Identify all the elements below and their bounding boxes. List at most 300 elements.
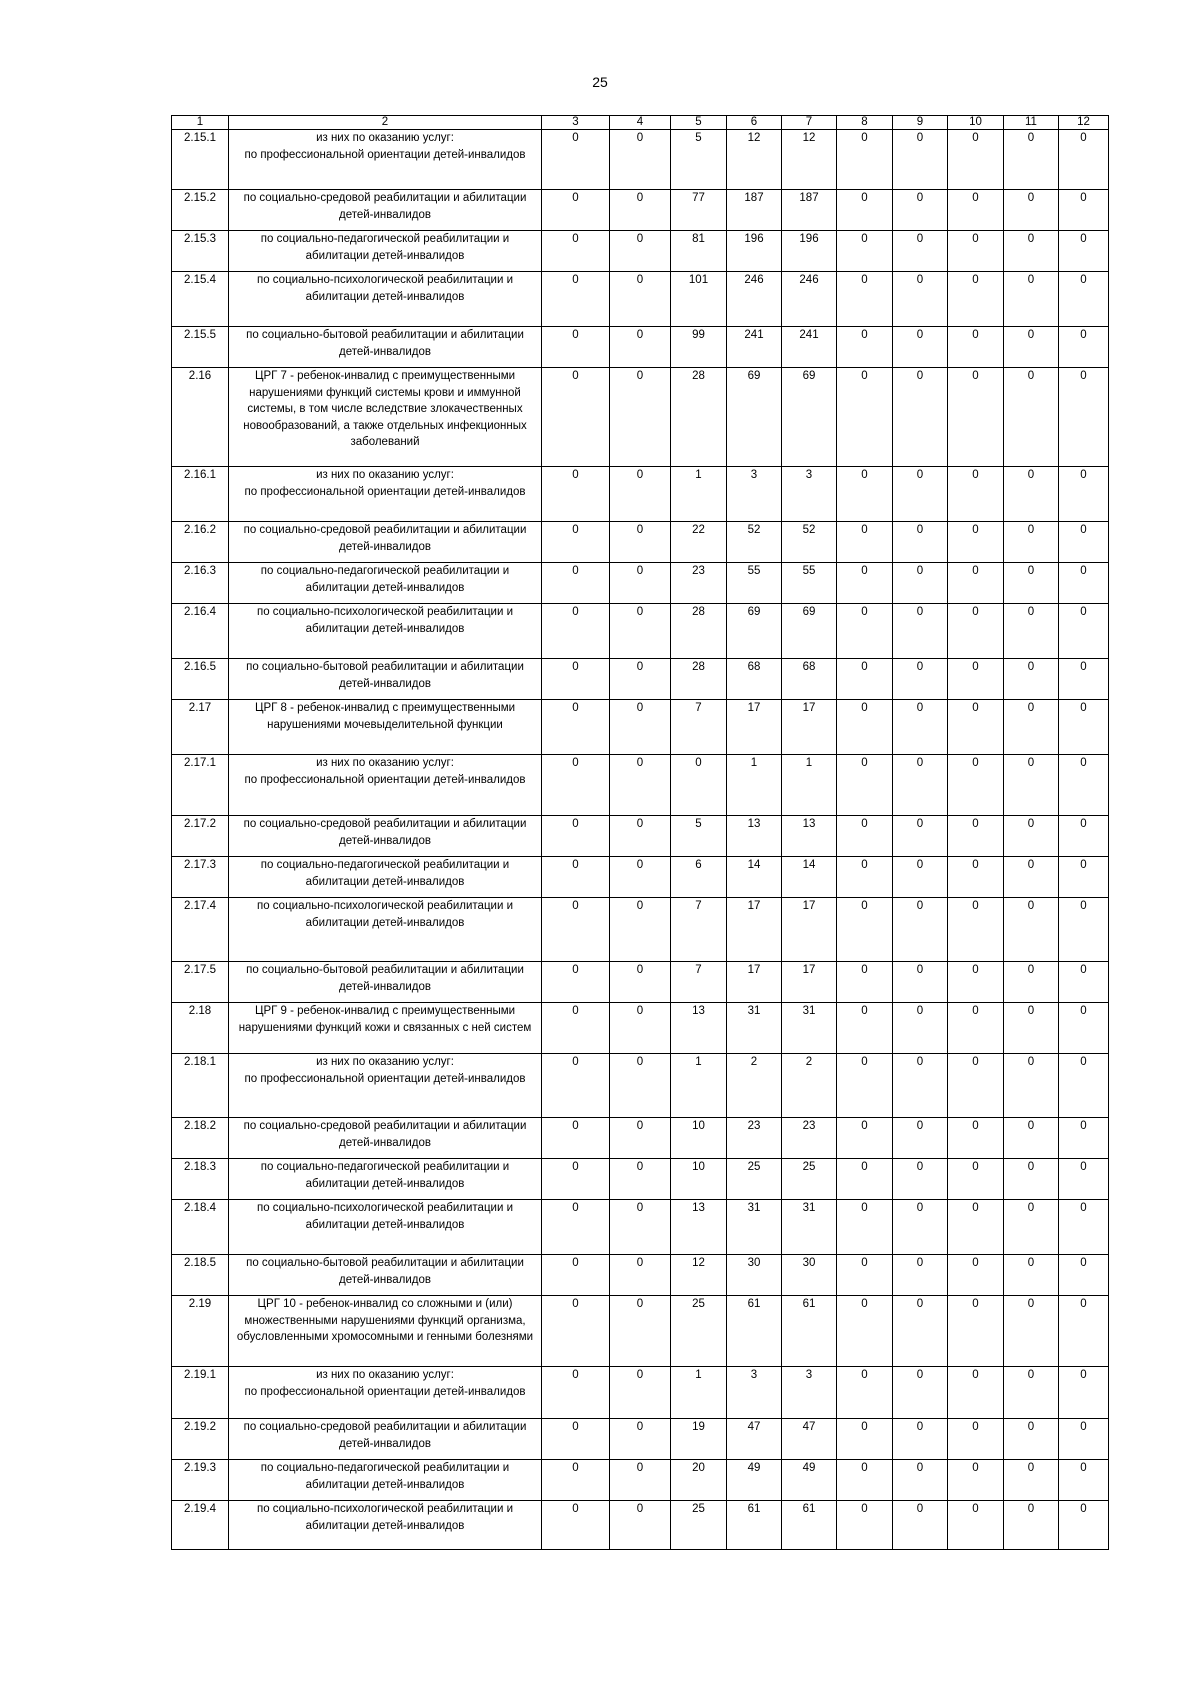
value-cell: 28: [671, 604, 727, 659]
value-cell: 0: [893, 659, 948, 700]
table-row: [172, 962, 1109, 1003]
value-cell: 0: [948, 522, 1004, 563]
value-cell: 0: [1004, 1054, 1059, 1118]
value-cell: 0: [610, 327, 671, 368]
value-cell: 0: [948, 327, 1004, 368]
value-cell: 77: [671, 190, 727, 231]
value-cell: 0: [948, 190, 1004, 231]
value-cell: 12: [782, 130, 837, 190]
row-description: по социально-педагогической реабилитации и абилитации детей-инвалидов: [229, 1159, 542, 1200]
value-cell: 0: [1004, 659, 1059, 700]
value-cell: 0: [1004, 231, 1059, 272]
value-cell: 0: [948, 898, 1004, 962]
row-code: 2.16.3: [172, 563, 229, 604]
row-description: ЦРГ 8 - ребенок-инвалид с преимущественными нарушениями мочевыделительной функции: [229, 700, 542, 755]
value-cell: 0: [893, 522, 948, 563]
value-cell: 0: [1004, 1159, 1059, 1200]
value-cell: 0: [671, 755, 727, 816]
value-cell: 31: [782, 1003, 837, 1054]
value-cell: 0: [610, 816, 671, 857]
row-code: 2.18.4: [172, 1200, 229, 1255]
value-cell: 0: [542, 1159, 610, 1200]
value-cell: 0: [893, 368, 948, 467]
value-cell: 0: [948, 1296, 1004, 1367]
value-cell: 0: [610, 1255, 671, 1296]
value-cell: 0: [610, 1159, 671, 1200]
table-row: [172, 1200, 1109, 1255]
value-cell: 61: [727, 1501, 782, 1550]
value-cell: 0: [893, 1255, 948, 1296]
value-cell: 13: [671, 1200, 727, 1255]
value-cell: 0: [837, 755, 893, 816]
value-cell: 17: [727, 962, 782, 1003]
value-cell: 0: [1059, 190, 1109, 231]
value-cell: 0: [542, 898, 610, 962]
row-code: 2.19.1: [172, 1367, 229, 1419]
header-cell: 10: [948, 116, 1004, 130]
value-cell: 0: [948, 368, 1004, 467]
value-cell: 22: [671, 522, 727, 563]
value-cell: 0: [1059, 898, 1109, 962]
value-cell: 0: [893, 1054, 948, 1118]
value-cell: 69: [782, 368, 837, 467]
value-cell: 0: [542, 467, 610, 522]
value-cell: 246: [782, 272, 837, 327]
value-cell: 0: [837, 1159, 893, 1200]
value-cell: 5: [671, 816, 727, 857]
value-cell: 0: [1059, 604, 1109, 659]
value-cell: 0: [837, 1419, 893, 1460]
row-code: 2.15.4: [172, 272, 229, 327]
value-cell: 0: [893, 467, 948, 522]
row-description: ЦРГ 7 - ребенок-инвалид с преимущественными нарушениями функций системы крови и иммунной системы, в том числе вследствие злокачественных новообразований, а также отдельных инфекционных заболеваний: [229, 368, 542, 467]
header-cell: 1: [172, 116, 229, 130]
value-cell: 23: [727, 1118, 782, 1159]
table-row: [172, 522, 1109, 563]
value-cell: 0: [1004, 962, 1059, 1003]
value-cell: 0: [948, 1460, 1004, 1501]
table-row: [172, 272, 1109, 327]
value-cell: 0: [893, 1460, 948, 1501]
row-code: 2.19.2: [172, 1419, 229, 1460]
value-cell: 25: [671, 1501, 727, 1550]
table-row: [172, 467, 1109, 522]
value-cell: 3: [727, 1367, 782, 1419]
value-cell: 69: [782, 604, 837, 659]
value-cell: 25: [782, 1159, 837, 1200]
value-cell: 0: [837, 272, 893, 327]
value-cell: 0: [1059, 816, 1109, 857]
value-cell: 14: [727, 857, 782, 898]
value-cell: 49: [782, 1460, 837, 1501]
value-cell: 0: [948, 272, 1004, 327]
value-cell: 19: [671, 1419, 727, 1460]
table-row: [172, 659, 1109, 700]
value-cell: 31: [782, 1200, 837, 1255]
row-code: 2.19.3: [172, 1460, 229, 1501]
value-cell: 52: [782, 522, 837, 563]
row-description: из них по оказанию услуг: по профессиональной ориентации детей-инвалидов: [229, 1054, 542, 1118]
row-code: 2.16: [172, 368, 229, 467]
table-row: [172, 231, 1109, 272]
value-cell: 0: [893, 130, 948, 190]
value-cell: 0: [893, 700, 948, 755]
value-cell: 0: [542, 659, 610, 700]
value-cell: 0: [948, 962, 1004, 1003]
value-cell: 0: [948, 1118, 1004, 1159]
row-description: по социально-психологической реабилитации и абилитации детей-инвалидов: [229, 272, 542, 327]
row-description: из них по оказанию услуг: по профессиональной ориентации детей-инвалидов: [229, 755, 542, 816]
value-cell: 14: [782, 857, 837, 898]
value-cell: 0: [542, 1118, 610, 1159]
value-cell: 0: [893, 327, 948, 368]
value-cell: 241: [727, 327, 782, 368]
value-cell: 0: [893, 1419, 948, 1460]
value-cell: 0: [1059, 272, 1109, 327]
row-description: по социально-педагогической реабилитации и абилитации детей-инвалидов: [229, 563, 542, 604]
value-cell: 0: [837, 563, 893, 604]
value-cell: 49: [727, 1460, 782, 1501]
value-cell: 0: [1004, 467, 1059, 522]
value-cell: 0: [1059, 1367, 1109, 1419]
value-cell: 0: [948, 130, 1004, 190]
table-row: [172, 368, 1109, 467]
value-cell: 0: [610, 130, 671, 190]
value-cell: 0: [542, 700, 610, 755]
value-cell: 0: [542, 368, 610, 467]
value-cell: 0: [837, 962, 893, 1003]
row-code: 2.17: [172, 700, 229, 755]
table-row: [172, 1255, 1109, 1296]
data-table: [171, 115, 1109, 1550]
value-cell: 0: [893, 1501, 948, 1550]
row-description: ЦРГ 9 - ребенок-инвалид с преимущественными нарушениями функций кожи и связанных с ней систем: [229, 1003, 542, 1054]
value-cell: 0: [610, 1419, 671, 1460]
value-cell: 0: [542, 1255, 610, 1296]
value-cell: 0: [610, 467, 671, 522]
table-body: [172, 130, 1109, 1550]
value-cell: 69: [727, 604, 782, 659]
value-cell: 0: [1004, 130, 1059, 190]
value-cell: 28: [671, 368, 727, 467]
row-code: 2.18: [172, 1003, 229, 1054]
value-cell: 0: [837, 1118, 893, 1159]
value-cell: 0: [893, 1003, 948, 1054]
value-cell: 0: [1004, 563, 1059, 604]
value-cell: 0: [893, 231, 948, 272]
value-cell: 0: [610, 272, 671, 327]
table-row: [172, 1501, 1109, 1550]
value-cell: 3: [782, 467, 837, 522]
table-row: [172, 327, 1109, 368]
value-cell: 101: [671, 272, 727, 327]
row-description: по социально-средовой реабилитации и абилитации детей-инвалидов: [229, 522, 542, 563]
value-cell: 0: [948, 857, 1004, 898]
row-code: 2.16.2: [172, 522, 229, 563]
value-cell: 0: [837, 700, 893, 755]
value-cell: 0: [610, 522, 671, 563]
value-cell: 1: [727, 755, 782, 816]
value-cell: 0: [893, 1159, 948, 1200]
value-cell: 0: [610, 659, 671, 700]
header-cell: 4: [610, 116, 671, 130]
value-cell: 0: [948, 1367, 1004, 1419]
value-cell: 30: [727, 1255, 782, 1296]
value-cell: 0: [948, 467, 1004, 522]
header-cell: 6: [727, 116, 782, 130]
value-cell: 0: [1004, 857, 1059, 898]
value-cell: 2: [727, 1054, 782, 1118]
value-cell: 0: [837, 467, 893, 522]
value-cell: 0: [893, 1200, 948, 1255]
header-cell: 3: [542, 116, 610, 130]
value-cell: 0: [610, 1200, 671, 1255]
header-cell: 7: [782, 116, 837, 130]
value-cell: 0: [1059, 1159, 1109, 1200]
value-cell: 0: [1004, 1419, 1059, 1460]
value-cell: 0: [1004, 368, 1059, 467]
value-cell: 0: [893, 816, 948, 857]
value-cell: 241: [782, 327, 837, 368]
table-row: [172, 1003, 1109, 1054]
value-cell: 0: [1059, 1255, 1109, 1296]
row-code: 2.17.1: [172, 755, 229, 816]
value-cell: 0: [610, 1501, 671, 1550]
value-cell: 12: [671, 1255, 727, 1296]
value-cell: 0: [948, 1419, 1004, 1460]
value-cell: 0: [610, 1054, 671, 1118]
value-cell: 10: [671, 1118, 727, 1159]
value-cell: 31: [727, 1003, 782, 1054]
value-cell: 0: [948, 659, 1004, 700]
value-cell: 25: [727, 1159, 782, 1200]
header-cell: 12: [1059, 116, 1109, 130]
value-cell: 0: [610, 1296, 671, 1367]
value-cell: 0: [948, 1255, 1004, 1296]
value-cell: 0: [837, 231, 893, 272]
value-cell: 0: [948, 816, 1004, 857]
value-cell: 0: [610, 857, 671, 898]
value-cell: 0: [948, 1003, 1004, 1054]
value-cell: 1: [671, 467, 727, 522]
value-cell: 0: [1059, 1003, 1109, 1054]
table-row: [172, 700, 1109, 755]
value-cell: 0: [948, 1054, 1004, 1118]
value-cell: 0: [1059, 1296, 1109, 1367]
value-cell: 0: [610, 755, 671, 816]
value-cell: 0: [1059, 368, 1109, 467]
table-row: [172, 563, 1109, 604]
row-description: по социально-педагогической реабилитации и абилитации детей-инвалидов: [229, 1460, 542, 1501]
table-row: [172, 1419, 1109, 1460]
value-cell: 0: [542, 755, 610, 816]
value-cell: 0: [542, 130, 610, 190]
value-cell: 0: [893, 563, 948, 604]
value-cell: 0: [893, 1367, 948, 1419]
value-cell: 0: [1004, 1501, 1059, 1550]
row-code: 2.15.1: [172, 130, 229, 190]
value-cell: 0: [837, 1255, 893, 1296]
value-cell: 0: [1059, 755, 1109, 816]
value-cell: 0: [837, 659, 893, 700]
value-cell: 3: [782, 1367, 837, 1419]
table-row: [172, 1054, 1109, 1118]
row-description: по социально-педагогической реабилитации и абилитации детей-инвалидов: [229, 231, 542, 272]
value-cell: 52: [727, 522, 782, 563]
value-cell: 196: [782, 231, 837, 272]
value-cell: 0: [610, 1118, 671, 1159]
value-cell: 0: [948, 755, 1004, 816]
value-cell: 0: [893, 272, 948, 327]
row-code: 2.17.4: [172, 898, 229, 962]
row-code: 2.17.5: [172, 962, 229, 1003]
row-code: 2.15.5: [172, 327, 229, 368]
value-cell: 0: [610, 563, 671, 604]
value-cell: 17: [782, 700, 837, 755]
row-code: 2.16.1: [172, 467, 229, 522]
value-cell: 0: [542, 1054, 610, 1118]
row-description: по социально-средовой реабилитации и абилитации детей-инвалидов: [229, 1118, 542, 1159]
value-cell: 0: [837, 1200, 893, 1255]
value-cell: 0: [1059, 1460, 1109, 1501]
value-cell: 246: [727, 272, 782, 327]
value-cell: 0: [542, 816, 610, 857]
value-cell: 0: [1059, 1419, 1109, 1460]
table-row: [172, 190, 1109, 231]
value-cell: 0: [1004, 1003, 1059, 1054]
value-cell: 6: [671, 857, 727, 898]
row-description: из них по оказанию услуг: по профессиональной ориентации детей-инвалидов: [229, 1367, 542, 1419]
value-cell: 0: [610, 962, 671, 1003]
value-cell: 187: [782, 190, 837, 231]
value-cell: 0: [1004, 1118, 1059, 1159]
value-cell: 0: [1059, 231, 1109, 272]
header-cell: 9: [893, 116, 948, 130]
value-cell: 0: [1059, 522, 1109, 563]
row-code: 2.18.1: [172, 1054, 229, 1118]
value-cell: 0: [1004, 1255, 1059, 1296]
value-cell: 0: [1004, 755, 1059, 816]
value-cell: 0: [837, 1296, 893, 1367]
value-cell: 0: [893, 190, 948, 231]
row-code: 2.15.3: [172, 231, 229, 272]
value-cell: 0: [1004, 1460, 1059, 1501]
value-cell: 99: [671, 327, 727, 368]
row-description: по социально-бытовой реабилитации и абилитации детей-инвалидов: [229, 1255, 542, 1296]
value-cell: 0: [893, 857, 948, 898]
value-cell: 0: [893, 1118, 948, 1159]
value-cell: 61: [782, 1296, 837, 1367]
row-code: 2.16.5: [172, 659, 229, 700]
value-cell: 0: [1004, 700, 1059, 755]
table-row: [172, 130, 1109, 190]
value-cell: 0: [837, 1003, 893, 1054]
value-cell: 0: [837, 1367, 893, 1419]
value-cell: 0: [893, 962, 948, 1003]
value-cell: 47: [727, 1419, 782, 1460]
value-cell: 28: [671, 659, 727, 700]
table-row: [172, 1159, 1109, 1200]
value-cell: 3: [727, 467, 782, 522]
value-cell: 10: [671, 1159, 727, 1200]
value-cell: 0: [610, 231, 671, 272]
value-cell: 68: [782, 659, 837, 700]
value-cell: 0: [542, 1501, 610, 1550]
row-description: по социально-бытовой реабилитации и абилитации детей-инвалидов: [229, 962, 542, 1003]
header-cell: 5: [671, 116, 727, 130]
page-number: 25: [592, 74, 608, 90]
value-cell: 81: [671, 231, 727, 272]
row-description: из них по оказанию услуг: по профессиональной ориентации детей-инвалидов: [229, 130, 542, 190]
value-cell: 0: [610, 1460, 671, 1501]
value-cell: 0: [1004, 522, 1059, 563]
value-cell: 0: [542, 231, 610, 272]
value-cell: 0: [610, 1003, 671, 1054]
value-cell: 0: [1059, 130, 1109, 190]
value-cell: 187: [727, 190, 782, 231]
row-code: 2.18.5: [172, 1255, 229, 1296]
value-cell: 0: [893, 1296, 948, 1367]
table-row: [172, 1367, 1109, 1419]
value-cell: 0: [837, 1054, 893, 1118]
value-cell: 17: [727, 898, 782, 962]
value-cell: 7: [671, 962, 727, 1003]
value-cell: 0: [1004, 327, 1059, 368]
value-cell: 0: [948, 1159, 1004, 1200]
value-cell: 0: [1004, 1296, 1059, 1367]
value-cell: 0: [948, 604, 1004, 659]
table-row: [172, 898, 1109, 962]
value-cell: 196: [727, 231, 782, 272]
value-cell: 23: [671, 563, 727, 604]
value-cell: 0: [1059, 467, 1109, 522]
value-cell: 0: [893, 898, 948, 962]
value-cell: 13: [727, 816, 782, 857]
value-cell: 2: [782, 1054, 837, 1118]
value-cell: 0: [893, 604, 948, 659]
value-cell: 0: [837, 898, 893, 962]
row-description: по социально-средовой реабилитации и абилитации детей-инвалидов: [229, 816, 542, 857]
value-cell: 0: [948, 563, 1004, 604]
value-cell: 0: [948, 231, 1004, 272]
row-code: 2.16.4: [172, 604, 229, 659]
value-cell: 1: [671, 1367, 727, 1419]
value-cell: 0: [837, 190, 893, 231]
value-cell: 13: [671, 1003, 727, 1054]
value-cell: 69: [727, 368, 782, 467]
value-cell: 7: [671, 898, 727, 962]
value-cell: 0: [1059, 962, 1109, 1003]
value-cell: 0: [610, 898, 671, 962]
table-row: [172, 604, 1109, 659]
value-cell: 0: [1059, 659, 1109, 700]
value-cell: 0: [610, 190, 671, 231]
header-cell: 11: [1004, 116, 1059, 130]
row-description: по социально-бытовой реабилитации и абилитации детей-инвалидов: [229, 327, 542, 368]
row-description: по социально-психологической реабилитации и абилитации детей-инвалидов: [229, 604, 542, 659]
value-cell: 17: [727, 700, 782, 755]
value-cell: 0: [837, 368, 893, 467]
row-code: 2.19: [172, 1296, 229, 1367]
value-cell: 1: [671, 1054, 727, 1118]
value-cell: 0: [837, 1460, 893, 1501]
value-cell: 0: [1059, 327, 1109, 368]
value-cell: 55: [727, 563, 782, 604]
value-cell: 17: [782, 962, 837, 1003]
row-code: 2.15.2: [172, 190, 229, 231]
value-cell: 0: [1059, 857, 1109, 898]
value-cell: 0: [837, 816, 893, 857]
